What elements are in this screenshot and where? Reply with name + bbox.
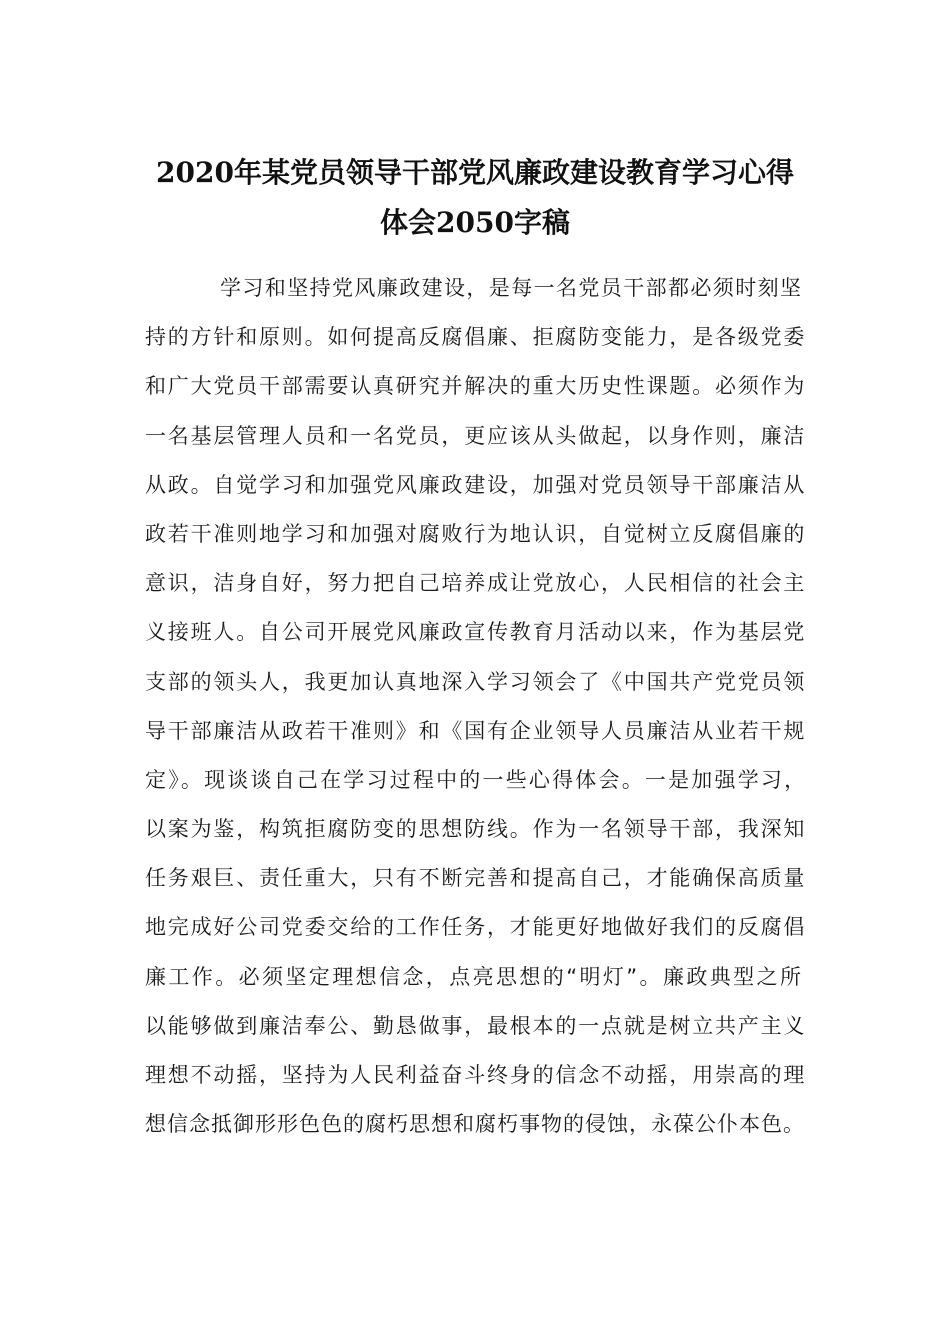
body-line: 学习和坚持党风廉政建设，是每一名党员干部都必须时刻坚 bbox=[220, 276, 803, 300]
body-line: 任务艰巨、责任重大，只有不断完善和提高自己，才能确保高质量 bbox=[145, 866, 807, 891]
body-line: 一名基层管理人员和一名党员，更应该从头做起，以身作则，廉洁 bbox=[145, 423, 807, 448]
body-line: 地完成好公司党委交给的工作任务，才能更好地做好我们的反腐倡 bbox=[145, 915, 807, 940]
body-line: 以能够做到廉洁奉公、勤恳做事，最根本的一点就是树立共产主义 bbox=[145, 1013, 807, 1038]
body-line: 从政。自觉学习和加强党风廉政建设，加强对党员领导干部廉洁从 bbox=[145, 472, 807, 497]
body-line: 持的方针和原则。如何提高反腐倡廉、拒腐防变能力，是各级党委 bbox=[145, 325, 807, 350]
body-line: 廉工作。必须坚定理想信念，点亮思想的“明灯”。廉政典型之所 bbox=[145, 964, 804, 989]
body-line: 支部的领头人，我更加认真地深入学习领会了《中国共产党党员领 bbox=[145, 669, 807, 694]
body-line: 导干部廉洁从政若干准则》和《国有企业领导人员廉洁从业若干规 bbox=[145, 718, 807, 743]
body-line: 意识，洁身自好，努力把自己培养成让党放心，人民相信的社会主 bbox=[145, 571, 807, 596]
title-line-2: 体会2050字稿 bbox=[380, 206, 570, 239]
title-line-1: 2020年某党员领导干部党风廉政建设教育学习心得 bbox=[156, 156, 794, 189]
body-line: 和广大党员干部需要认真研究并解决的重大历史性课题。必须作为 bbox=[145, 374, 807, 399]
body-paragraph bbox=[145, 268, 807, 1153]
body-line: 理想不动摇，坚持为人民利益奋斗终身的信念不动摇，用崇高的理 bbox=[145, 1063, 807, 1087]
body-line: 想信念抵御形形色色的腐朽思想和腐朽事物的侵蚀，永葆公仆本色。 bbox=[145, 1112, 805, 1137]
body-line: 义接班人。自公司开展党风廉政宣传教育月活动以来，作为基层党 bbox=[145, 620, 807, 645]
body-line: 政若干准则地学习和加强对腐败行为地认识，自觉树立反腐倡廉的 bbox=[145, 521, 807, 546]
body-line: 以案为鉴，构筑拒腐防变的思想防线。作为一名领导干部，我深知 bbox=[145, 817, 807, 842]
body-line: 定》。现谈谈自己在学习过程中的一些心得体会。一是加强学习， bbox=[145, 767, 808, 792]
document-title bbox=[145, 148, 805, 248]
